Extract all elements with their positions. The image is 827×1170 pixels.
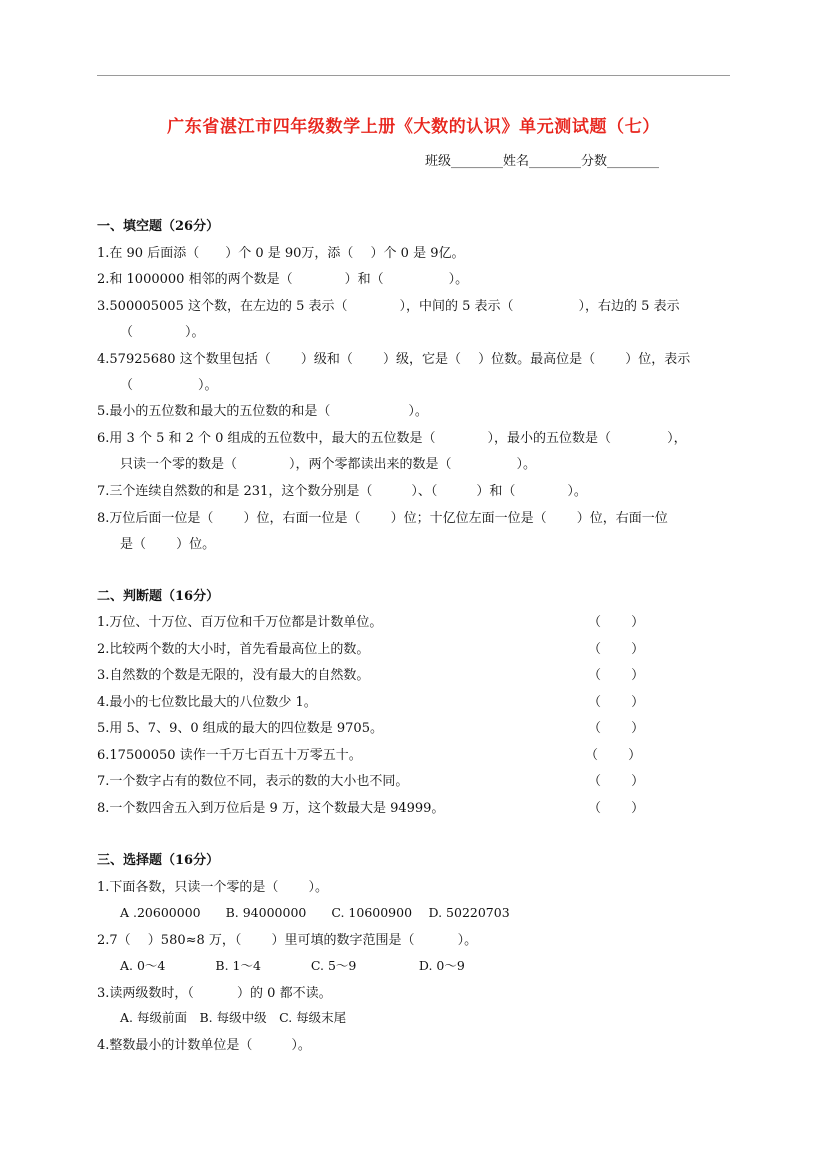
fill-question-7: 7.三个连续自然数的和是 231，这个数分别是（ ）、（ ）和（ ）。: [97, 484, 587, 499]
section3-heading: 三、选择题（16分）: [97, 853, 220, 868]
judge-question-1: 1.万位、十万位、百万位和千万位都是计数单位。: [97, 615, 383, 630]
fill-question-6-cont: 只读一个零的数是（ ），两个零都读出来的数是（ ）。: [120, 457, 537, 472]
document-title: 广东省湛江市四年级数学上册《大数的认识》单元测试题（七）: [167, 117, 660, 137]
answer-paren: （ ）: [588, 668, 645, 683]
judge-question-3: 3.自然数的个数是无限的，没有最大的自然数。: [97, 668, 370, 683]
judge-question-6: 6.17500050 读作一千万七百五十万零五十。: [97, 748, 362, 763]
answer-paren: （ ）: [588, 695, 645, 710]
fill-question-1: 1.在 90 后面添（ ）个 0 是 90万，添（ ）个 0 是 9亿。: [97, 246, 465, 261]
judge-question-4: 4.最小的七位数比最大的八位数少 1。: [97, 695, 317, 710]
fill-question-4: 4.57925680 这个数里包括（ ）级和（ ）级，它是（ ）位数。最高位是（ ）位，表示: [97, 352, 691, 367]
choice-question-3: 3.读两级数时，（ ）的 0 都不读。: [97, 986, 332, 1001]
header-rule: [97, 75, 730, 76]
judge-question-7: 7.一个数字占有的数位不同，表示的数的大小也不同。: [97, 774, 409, 789]
judge-question-5: 5.用 5、7、9、0 组成的最大的四位数是 9705。: [97, 721, 383, 736]
answer-paren: （ ）: [588, 642, 645, 657]
fill-question-5: 5.最小的五位数和最大的五位数的和是（ ）。: [97, 404, 428, 419]
choice-question-1-options: A .20600000 B. 94000000 C. 10600900 D. 50220703: [120, 905, 510, 920]
answer-paren: （ ）: [588, 615, 645, 630]
fill-question-2: 2.和 1000000 相邻的两个数是（ ）和（ ）。: [97, 272, 469, 287]
fill-question-8-cont: 是（ ）位。: [120, 537, 216, 552]
choice-question-2-options: A. 0～4 B. 1～4 C. 5～9 D. 0～9: [120, 958, 465, 973]
fill-question-3: 3.500005005 这个数，在左边的 5 表示（ ），中间的 5 表示（ ），右边的 5 表示: [97, 299, 680, 314]
answer-paren: （ ）: [585, 748, 642, 763]
fill-question-8: 8.万位后面一位是（ ）位，右面一位是（ ）位；十亿位左面一位是（ ）位，右面一位: [97, 511, 668, 526]
section1-heading: 一、填空题（26分）: [97, 219, 220, 234]
choice-question-4: 4.整数最小的计数单位是（ ）。: [97, 1038, 311, 1053]
answer-paren: （ ）: [588, 801, 645, 816]
fill-question-3-cont: （ ）。: [120, 325, 205, 340]
section2-heading: 二、判断题（16分）: [97, 589, 220, 604]
judge-question-2: 2.比较两个数的大小时，首先看最高位上的数。: [97, 642, 370, 657]
choice-question-1: 1.下面各数，只读一个零的是（ ）。: [97, 880, 329, 895]
answer-paren: （ ）: [588, 774, 645, 789]
choice-question-2: 2.7（ ）580≈8 万，（ ）里可填的数字范围是（ ）。: [97, 933, 478, 948]
fill-question-6: 6.用 3 个 5 和 2 个 0 组成的五位数中，最大的五位数是（ ），最小的五位数是（ ），: [97, 431, 687, 446]
judge-question-8: 8.一个数四舍五入到万位后是 9 万，这个数最大是 94999。: [97, 801, 445, 816]
choice-question-3-options: A. 每级前面 B. 每级中级 C. 每级末尾: [120, 1010, 347, 1025]
answer-paren: （ ）: [588, 721, 645, 736]
student-info: 班级________姓名________分数________: [425, 154, 660, 169]
fill-question-4-cont: （ ）。: [120, 378, 218, 393]
